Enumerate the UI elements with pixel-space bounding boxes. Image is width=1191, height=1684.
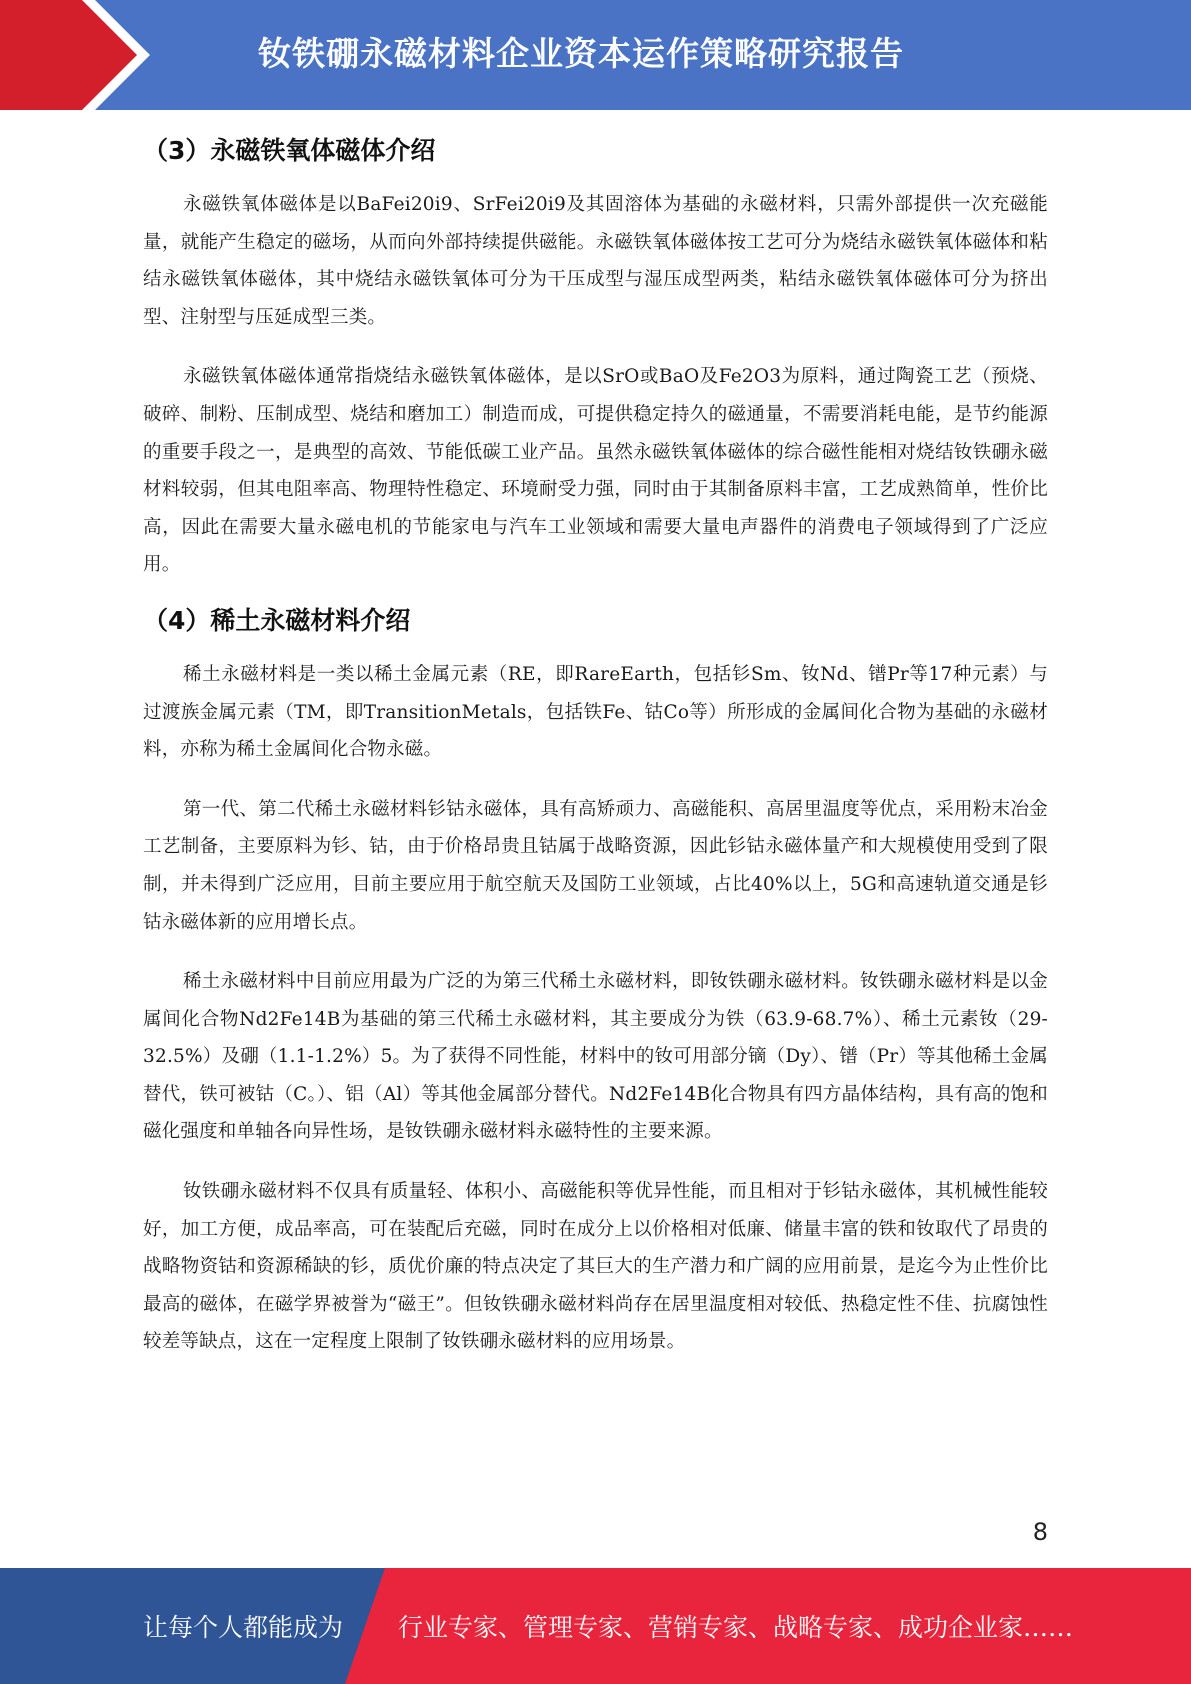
page-header (0, 0, 1191, 110)
paragraph: 稀土永磁材料是一类以稀土金属元素（RE，即RareEarth，包括钐Sm、钕Nd、镨Pr等17种元素）与过渡族金属元素（TM，即TransitionMetals，包括铁Fe、钴Co等）所形成的金属间化合物为基础的永磁材料，亦称为稀土金属间化合物永磁。 (143, 663, 1048, 761)
paragraph: 钕铁硼永磁材料不仅具有质量轻、体积小、高磁能积等优异性能，而且相对于钐钴永磁体，其机械性能较好，加工方便，成品率高，可在装配后充磁，同时在成分上以价格相对低廉、储量丰富的铁和钕取代了昂贵的战略物资钴和资源稀缺的钐，质优价廉的特点决定了其巨大的生产潜力和广阔的应用前景，是迄今为止性价比最高的磁体，在磁学界被誉为“磁王”。但钕铁硼永磁材料尚存在居里温度相对较低、热稳定性不佳、抗腐蚀性较差等缺点，这在一定程度上限制了钕铁硼永磁材料的应用场景。 (143, 1181, 1048, 1353)
header-flag-icon (0, 0, 160, 110)
paragraph: 第一代、第二代稀土永磁材料钐钴永磁体，具有高矫顽力、高磁能积、高居里温度等优点，采用粉末冶金工艺制备，主要原料为钐、钴，由于价格昂贵且钴属于战略资源，因此钐钴永磁体量产和大规模使用受到了限制，并未得到广泛应用，目前主要应用于航空航天及国防工业领域，占比40%以上，5G和高速轨道交通是钐钴永磁体新的应用增长点。 (143, 798, 1048, 933)
paragraph: 永磁铁氧体磁体通常指烧结永磁铁氧体磁体，是以SrO或BaO及Fe2O3为原料，通过陶瓷工艺（预烧、破碎、制粉、压制成型、烧结和磨加工）制造而成，可提供稳定持久的磁通量，不需要消耗电能，是节约能源的重要手段之一，是典型的高效、节能低碳工业产品。虽然永磁铁氧体磁体的综合磁性能相对烧结钕铁硼永磁材料较弱，但其电阻率高、物理特性稳定、环境耐受力强，同时由于其制备原料丰富，工艺成熟简单，性价比高，因此在需要大量永磁电机的节能家电与汽车工业领域和需要大量电声器件的消费电子领域得到了广泛应用。 (143, 366, 1048, 576)
section-heading-3: （3）永磁铁氧体磁体介绍 (143, 136, 436, 165)
footer-slogan-right: 行业专家、管理专家、营销专家、战略专家、成功企业家…… (398, 1613, 1074, 1642)
report-title: 钕铁硼永磁材料企业资本运作策略研究报告 (258, 34, 904, 73)
section-heading-4: （4）稀土永磁材料介绍 (143, 605, 411, 635)
paragraph: 永磁铁氧体磁体是以BaFei20i9、SrFei20i9及其固溶体为基础的永磁材料，只需外部提供一次充磁能量，就能产生稳定的磁场，从而向外部持续提供磁能。永磁铁氧体磁体按工艺可分为烧结永磁铁氧体磁体和粘结永磁铁氧体磁体，其中烧结永磁铁氧体可分为干压成型与湿压成型两类，粘结永磁铁氧体磁体可分为挤出型、注射型与压延成型三类。 (143, 194, 1048, 328)
page-footer (0, 1568, 1191, 1684)
page-number: 8 (1032, 1518, 1048, 1546)
document-body (143, 128, 1048, 1361)
paragraph: 稀土永磁材料中目前应用最为广泛的为第三代稀土永磁材料，即钕铁硼永磁材料。钕铁硼永磁材料是以金属间化合物Nd2Fe14B为基础的第三代稀土永磁材料，其主要成分为铁（63.9-68.7%）、稀土元素钕（29-32.5%）及硼（1.1-1.2%）5。为了获得不同性能，材料中的钕可用部分镝（Dy）、镨（Pr）等其他稀土金属替代，铁可被钴（C。）、铝（Al）等其他金属部分替代。Nd2Fe14B化合物具有四方晶体结构，具有高的饱和磁化强度和单轴各向异性场，是钕铁硼永磁材料永磁特性的主要来源。 (143, 971, 1048, 1143)
footer-slogan-left: 让每个人都能成为 (143, 1613, 344, 1642)
